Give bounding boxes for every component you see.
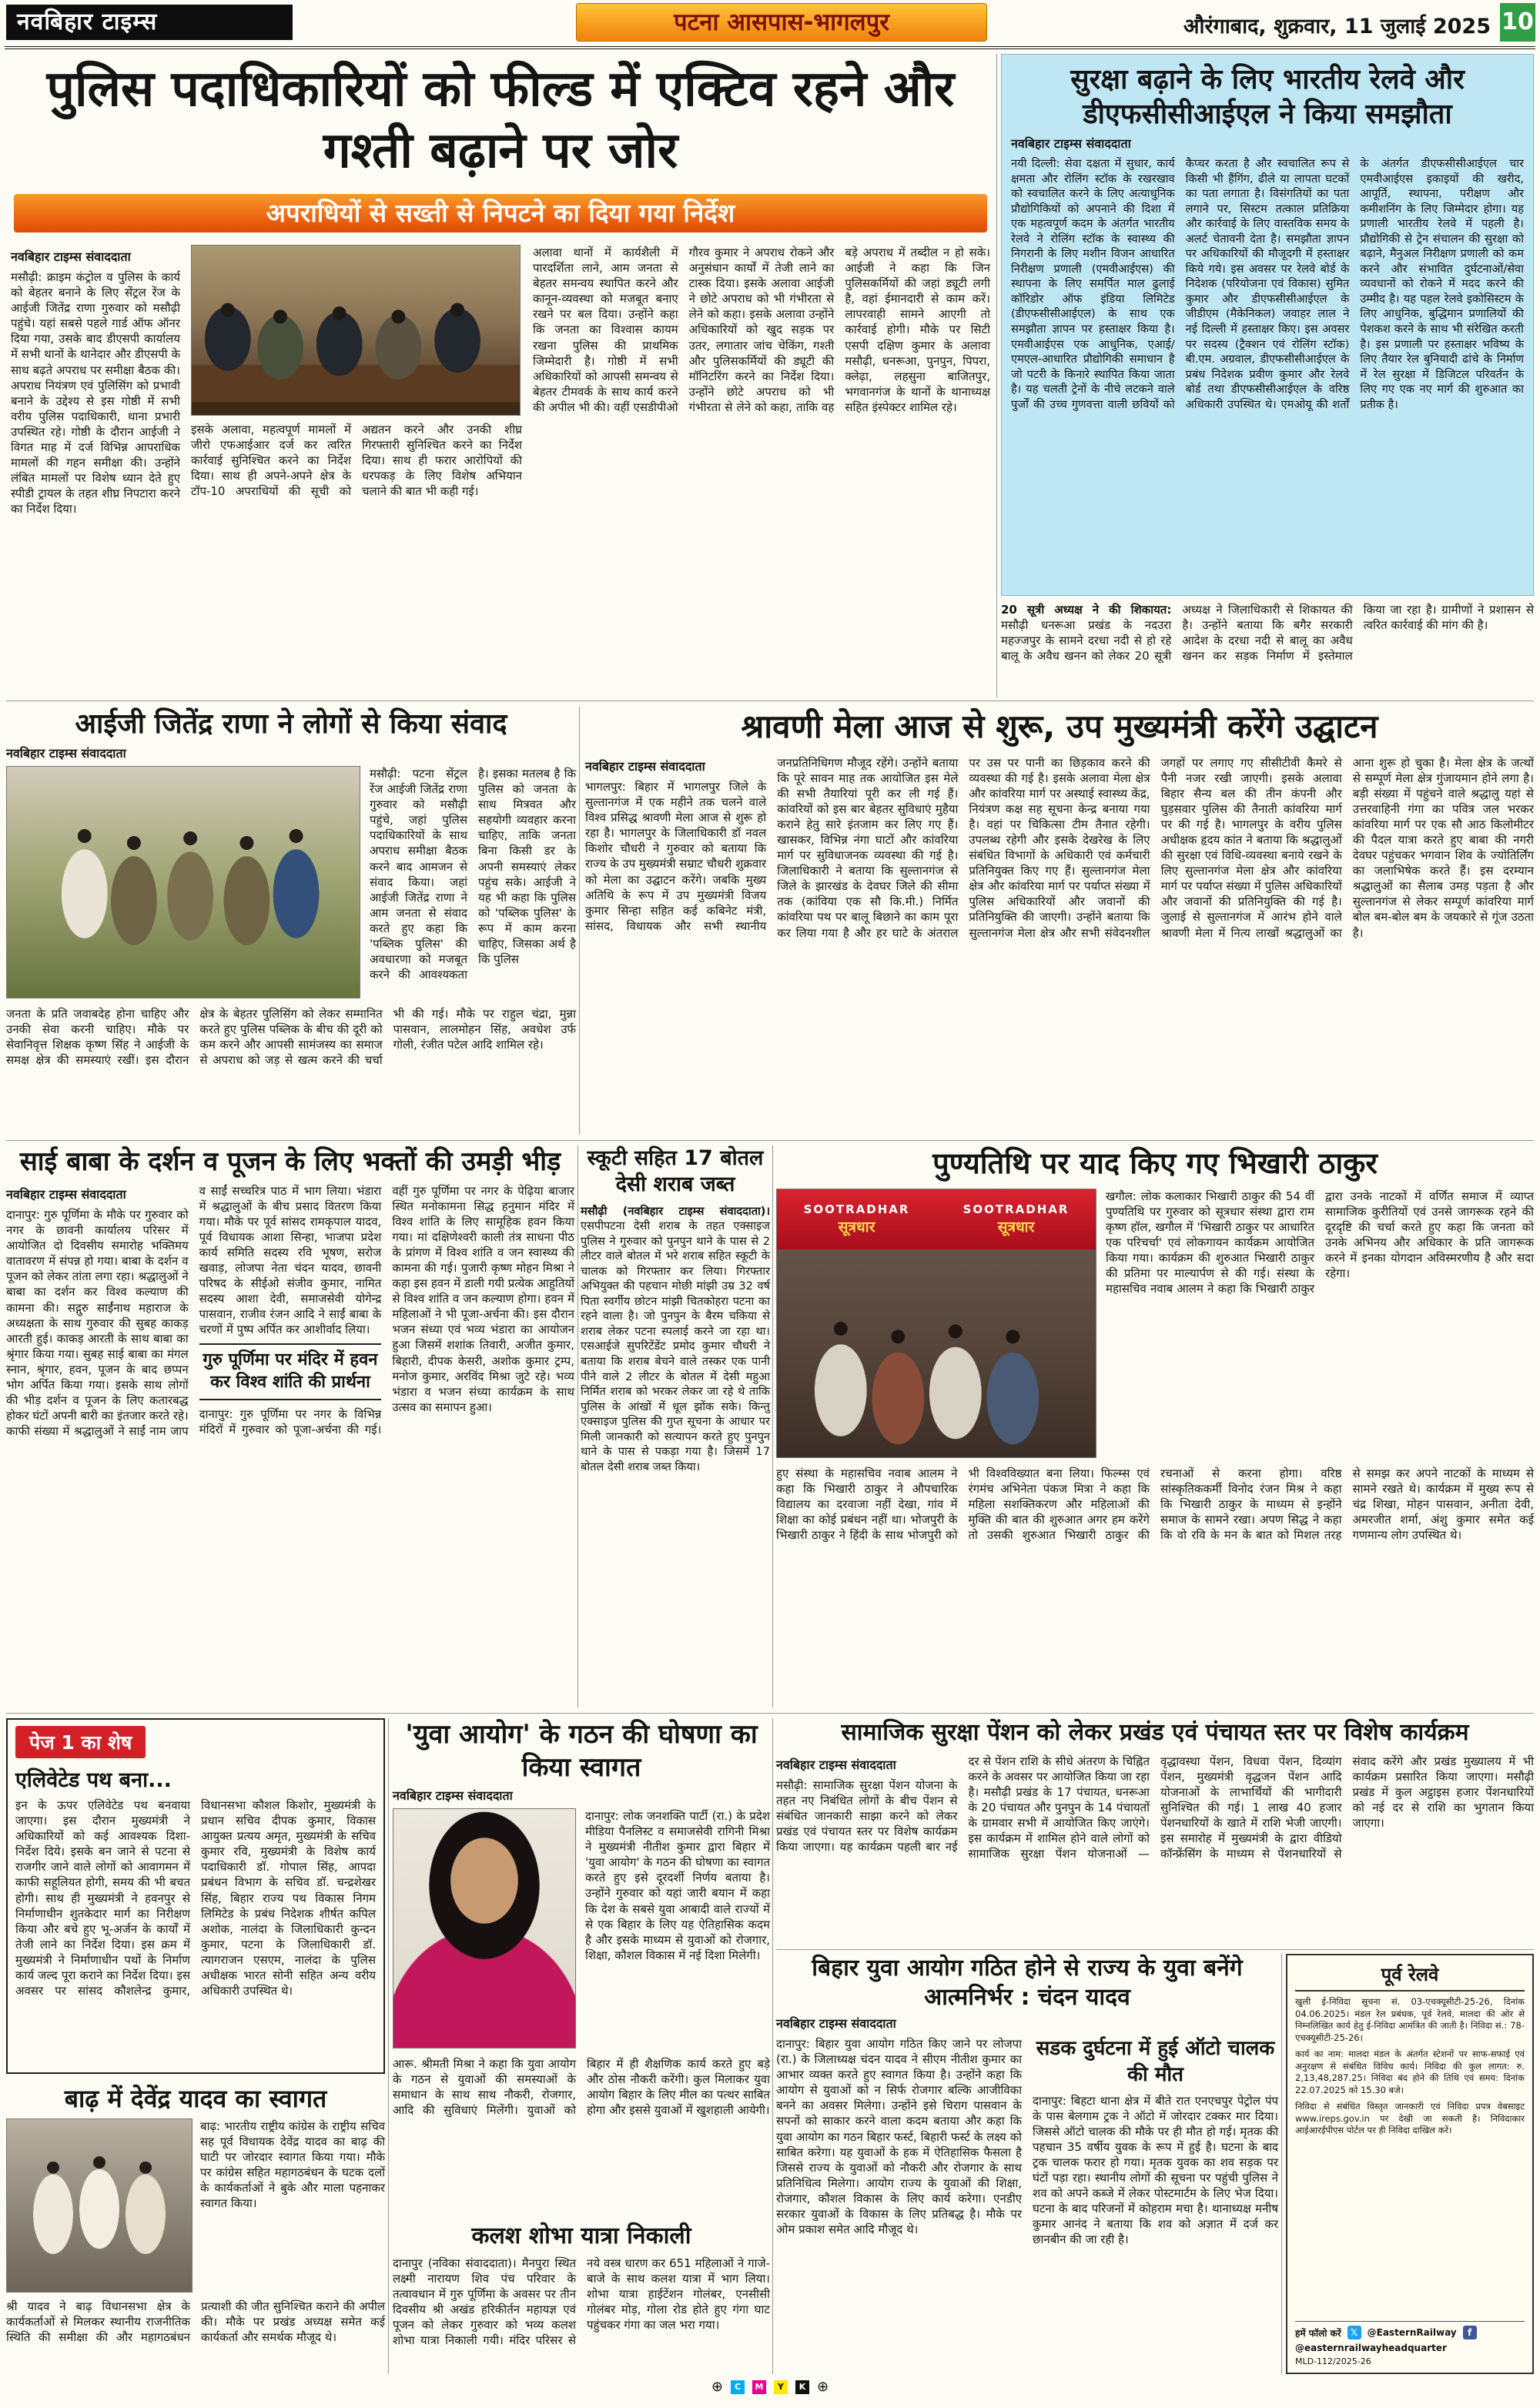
railway-tender-ad xyxy=(1286,1954,1534,2374)
bhikhari-event-photo xyxy=(776,1189,1096,1458)
rule xyxy=(6,1140,1534,1141)
sai-body: दानापुर: गुरु पूर्णिमा के मौके पर गुरुवार को नगर के छावनी कार्यालय परिसर में आयोजित दो दिवसीय समारोह भक्तिमय वातावरण में संपन्न हो गया। बाबा के दर्शन व पूजन को लेकर तांता लगा रहा। श्रद्धालुओं ने बाबा का दर्शन कर विश्व कल्याण की कामना की। सद्गुरु साईंनाथ महाराज के अध्यक्षता के साथ गुरुवार की सुबह काकड़ आरती हुई। काकड़ आरती के साथ बाबा का श्रृंगार किया गया। सुबह साई बाबा का मंगल स्नान, श्रृंगार, हवन, पूजन के बाद छप्पन भोग अर्पित किया गया। इसके साथ लोगों की भीड़ दर्शन व पूजन के लिए कतारबद्ध होकर घंटों अपनी बारी का इंतजार करते रहे। काफी संख्या में श्रद्धालुओं ने साईं नाम जाप व साईं सच्चरित्र पाठ में भाग लिया। भंडारा में श्रद्धालुओं के बीच प्रसाद वितरण किया गया। मौके पर पूर्व सांसद रामकृपाल यादव, पूर्व विधायक आशा सिन्हा, भाजपा प्रदेश कार्य समिति सदस्य रवि भूषण, सरोज खवाड़, लोजपा नेता चंदन यादव, छावनी परिषद के सीईओ संजीव कुमार, नामित सदस्य आशा देवी, समाजसेवी योगेन्द्र पासवान, राजीव रंजन आदि ने साईं बाबा के चरणों में पुष्प अर्पित कर आशीर्वाद लिया। xyxy=(6,1183,382,1439)
scooty-headline: स्कूटी सहित 17 बोतल देसी शराब जब्त xyxy=(587,1146,764,1196)
ad-body-2: कार्य का नाम: मालदा मंडल के अंतर्गत स्टेशनों पर साफ-सफाई एवं अनुरक्षण से संबंधित विविध कार्य। निविदा की कुल लागत: रु. 2,13,48,287.25। निविदा बंद होने की तिथि एवं समय: दिनांक 22.07.2025 को 15.30 बजे। xyxy=(1295,2048,1525,2095)
ad-body-3: निविदा से संबंधित विस्तृत जानकारी एवं निविदा प्रपत्र वेबसाइट www.ireps.gov.in पर देखी जा सकती है। निविदाकार आईआरईपीएस पोर्टल पर ही निविदा दाखिल करें। xyxy=(1295,2101,1525,2136)
bhikhari-body-below: हुए संस्था के महासचिव नवाब आलम ने कहा कि भिखारी ठाकुर ने औपचारिक विद्यालय का दरवाजा नहीं देखा, गांव में शिक्षा का कोई प्रबंधन नहीं था। भोजपुरी के भिखारी ठाकुर ने हिंदी के साथ भोजपुरी को भी विश्वविख्यात बना लिया। फिल्म्स एवं रंगमंच अभिनेता पंकज मित्रा ने कहा कि महिला सशक्तिकरण और महिलाओं की मुक्ति की बात की शुरुआत अगर हम करेंगे तो उसकी शुरुआत भिखारी ठाकुर की रचनाओं से करना होगा। वरिष्ठ सांस्कृतिककर्मी विनोद रंजन मिश्र ने कहा कि भिखारी ठाकुर के माध्यम से इन्होंने समाज के सामने रखा। अपण सिद्ध ने कहा कि वो रवि के मन के बात को मिशल तरह से समझ कर अपने नाटकों के माध्यम से सामने रखते थे। कार्यक्रम में मुख्य रूप से चंद्र शिखा, मोहन पासवान, अनीता देवी, अमरजीत शर्मा, अंशु कुमार समेत कई गणमान्य लोग उपस्थित थे। xyxy=(776,1466,1534,1542)
article-railway-mou xyxy=(1001,54,1534,596)
article-sai-baba xyxy=(6,1145,574,1707)
registration-mark: ⊕ xyxy=(711,2379,723,2395)
sai-body-flow xyxy=(6,1183,574,1668)
kalash-body: दानापुर (नविका संवाददाता)। मैनपुरा स्थित लक्ष्मी नारायण शिव पंच परिवार के तत्वावधान में गुरु पूर्णिमा के अवसर पर तीन दिवसीय श्री अखंड हरिकीर्तन महायज्ञ एवं पूजन को लेकर गुरुवार को भव्य कलश शोभा यात्रा निकाली गयी। मंदिर परिसर से नये वस्त्र धारण कर 651 महिलाओं ने गाजे-बाजे के साथ कलश यात्रा में भाग लिया। शोभा यात्रा हाईटेंशन गोलंबर, एनसीसी गोलंबर मोड़, गोला रोड होते हुए गंगा घाट पहुंचकर गंगा का जल भरा गया। xyxy=(393,2256,770,2347)
complaint-label: 20 सूत्री अध्यक्ष ने की शिकायत: xyxy=(1001,603,1172,617)
auto-headline: सडक दुर्घटना में हुई ऑटो चालक की मौत xyxy=(1036,2037,1275,2086)
lead-byline: नवबिहार टाइम्स संवाददाता xyxy=(11,249,131,264)
banner-text-hi-2: सूत्रधार xyxy=(997,1218,1035,1236)
bhikhari-headline: पुण्यतिथि पर याद किए गए भिखारी ठाकुर xyxy=(932,1146,1378,1180)
auto-body: दानापुर: बिहटा थाना क्षेत्र में बीते रात एनएचपुर पेट्रोल पंप के पास बेलगाम ट्रक ने ऑटो में जोरदार टक्कर मार दिया। जिससे ऑटो चालक की मौके पर ही मौत हो गई। मृतक की पहचान 35 वर्षीय युवक के रूप में हुई है। घटना के बाद ट्रक चालक फरार हो गया। मृतक युवक का शव सड़क पर घंटों पड़ा रहा। स्थानीय लोगों की सूचना पर पहुंची पुलिस ने शव को अपने कब्जे में लेकर पोस्टमार्टम के लिए भेज दिया। घटना के बाद परिजनों में कोहराम मचा है। थानाध्यक्ष मनीष कुमार आनंद ने बताया कि शव को अज्ञात में दर्ज कर छानबीन की जा रही है। xyxy=(1033,2093,1278,2247)
rule xyxy=(388,1718,389,2374)
twitter-icon: 𝕏 xyxy=(1348,2326,1361,2339)
sootradhar-banner xyxy=(777,1189,1096,1249)
sai-headline: साई बाबा के दर्शन व पूजन के लिए भक्तों की उमड़ी भीड़ xyxy=(19,1146,561,1177)
article-ig-samvad xyxy=(6,707,576,1135)
article-lead xyxy=(6,54,995,699)
lead-column-right xyxy=(533,245,990,605)
ad-handle-2: @easternrailwayheadquarter xyxy=(1295,2343,1447,2353)
article-bhikhari-thakur xyxy=(776,1145,1534,1707)
lead-column-1 xyxy=(11,245,180,605)
article-page1-continuation xyxy=(6,1718,385,2074)
rule xyxy=(772,1718,773,2374)
article-auto-accident xyxy=(1033,2036,1278,2248)
article-shravani-mela xyxy=(585,707,1534,1135)
cmyk-mark-magenta: M xyxy=(752,2380,766,2394)
article-yuva-aayog xyxy=(393,1718,770,2216)
page1-body: इन के ऊपर एलिवेटेड पथ बनवाया जाएगा। इस दौरान मुख्यमंत्री ने अधिकारियों को कई आवश्यक दिशा-निर्देश दिये। इसके बन जाने से पटना से राजगीर जाने वाले लोगों को आवागमन में काफी सहूलियत होगी, समय की भी बचत होगी। साथ ही मुख्यमंत्री ने हवनपुर से निर्माणाधीन शुतकेदार मार्ग का निरीक्षण किया और बचे हुए भू-अर्जन के कार्यों में तेजी लाने का निर्देश दिया। इस क्रम में मुख्यमंत्री ने निर्माणाधीन पथों के निर्माण कार्य जल्द पूरा कराने का निर्देश दिया। इस अवसर पर सांसद कौशलेन्द्र कुमार, विधानसभा कौशल किशोर, मुख्यमंत्री के प्रधान सचिव दीपक कुमार, विकास आयुक्त प्रत्यय अमृत, मुख्यमंत्री के सचिव कुमार रवि, मुख्यमंत्री के विशेष कार्य पदाधिकारी डॉ. गोपाल सिंह, आपदा प्रबंधन विभाग के सचिव डॉ. चन्द्रशेखर सिंह, बिहार राज्य पथ विकास निगम लिमिटेड के प्रबंध निदेशक शीर्षत कपिल अशोक, नालंदा के जिलाधिकारी कुन्दन कुमार, पटना के जिलाधिकारी डॉ. त्यागराजन एसएम, नालंदा के पुलिस अधीक्षक भारत सोनी सहित अन्य वरीय अधिकारी उपस्थित थे। xyxy=(15,1798,376,1998)
section-title: पटना आसपास-भागलपुर xyxy=(576,3,987,42)
pension-body-flow xyxy=(776,1754,1534,1937)
ad-title: पूर्व रेलवे xyxy=(1295,1962,1525,1992)
dateline: औरंगाबाद, शुक्रवार, 11 जुलाई 2025 xyxy=(1183,15,1491,38)
railway-body: नयी दिल्ली: सेवा दक्षता में सुधार, कार्य क्षमता और रोलिंग स्टॉक के रखरखाव को स्वचालित करने के लिए अत्याधुनिक प्रौद्योगिकियों को अपनाने की दिशा में एक महत्वपूर्ण कदम के अंतर्गत भारतीय रेलवे ने रोलिंग स्टॉक के स्वास्थ्य की निगरानी के लिए मशीन विजन आधारित निरीक्षण प्रणाली (एमवीआईएस) की स्थापना के लिए समर्पित माल ढुलाई कॉरिडोर ऑफ इंडिया लिमिटेड (डीएफसीसीआईएल) के साथ एक समझौता ज्ञापन पर हस्ताक्षर किया है। एमवीआईएस एक आधुनिक, एआई/एमएल-आधारित प्रौद्योगिकी समाधान है जो पटरी के किनारे स्थापित किया जाता है। यह चलती ट्रेनों के नीचे लटकने वाले पुर्जों की उच्च गुणवत्ता वाली छवियों को कैप्चर करता है और स्वचालित रूप से किसी भी हैंगिंग, ढीले या लापता घटकों का पता लगाता है। विसंगतियों का पता लगाने पर, सिस्टम तत्काल प्रतिक्रिया और कार्रवाई के लिए वास्तविक समय के अलर्ट चेतावनी देता है। समझौता ज्ञापन पर अधिकारियों की मौजूदगी में हस्ताक्षर किये गये। इस अवसर पर रेलवे बोर्ड के निदेशक (परियोजना एवं विकास) सुमित कुमार और डीएफसीसीआईएल के जीडीएम (मैकेनिकल) जवाहर लाल ने नई दिल्ली में हस्ताक्षर किए। इस अवसर पर सदस्य (ट्रैक्शन एवं रोलिंग स्टॉक) बी.एम. अग्रवाल, डीएफसीसीआईएल के प्रबंध निदेशक प्रवीण कुमार और रेलवे बोर्ड तथा डीएफसीसीआईएल के वरिष्ठ अधिकारी उपस्थित थे। एमओयू की शर्तों के अंतर्गत डीएफसीसीआईएल चार एमवीआईएस इकाइयों की खरीद, आपूर्ति, स्थापना, परीक्षण और कमीशनिंग के लिए जिम्मेदार होगा। यह प्रणाली भारतीय रेलवे में पहली है। प्रौद्योगिकी से ट्रेन संचालन की सुरक्षा को बढ़ाने, मैनुअल निरीक्षण प्रणाली को कम करने और संभावित दुर्घटनाओं/सेवा व्यवधानों को रोकने में मदद करने की उम्मीद है। यह पहल रेलवे इकोसिस्टम के लिए आधुनिक, बुद्धिमान प्रणालियों की पेशकश करने के साथ भी संरेखित करती है। इस प्रणाली पर हस्ताक्षर भविष्य के लिए तैयार रेल बुनियादी ढांचे के निर्माण में रेल सुरक्षा में डिजिटल परिवर्तन के लिए गए एक नए मार्ग की शुरुआत का प्रतीक है। xyxy=(1011,157,1524,411)
ig-body-side: मसौढ़ी: पटना सेंट्रल रेंज आईजी जितेंद्र राणा गुरुवार को मसौढ़ी पहुंचे, जहां पुलिस पदाधिकारियों के साथ अपराध समीक्षा बैठक करने बाद आमजन से संवाद किया। जहां आईजी जितेंद्र राणा ने आम जनता से संवाद करते हुए कहा कि 'पब्लिक पुलिस' की अवधारणा को मजबूत करने की आवश्यकता है। इसका मतलब है कि पुलिस को जनता के साथ मित्रवत और सहयोगी व्यवहार करना चाहिए, ताकि जनता बिना किसी डर के अपनी समस्याएं लेकर पहुंच सके। आईजी ने यह भी कहा कि पुलिस को 'पब्लिक पुलिस' के रूप में काम करना चाहिए, जिसका अर्थ है कि पुलिस xyxy=(370,767,576,982)
lead-column-mid xyxy=(191,245,522,605)
shravani-body: भागलपुर: बिहार में भागलपुर जिले के सुल्तानगंज में एक महीने तक चलने वाले विश्व प्रसिद्ध श्रावणी मेला आज से शुरू हो रहा है। भागलपुर के जिलाधिकारी डॉ नवल किशोर चौधरी ने गुरुवार को बताया कि राज्य के उप मुख्यमंत्री सम्राट चौधरी शुक्रवार को मेला का उद्घाटन करेंगे। जबकि मुख्य अतिथि के रूप में उप मुख्यमंत्री विजय कुमार सिन्हा सहित कई कबिनेट मंत्री, सांसद, विधायक और सभी स्थानीय जनप्रतिनिधिगण मौजूद रहेंगे। उन्होंने बताया कि पूरे सावन माह तक आयोजित इस मेले की सभी तैयारियां पूरी कर ली गई हैं। कांवरियों को इस बार बेहतर सुविधाएं मुहैया कराने हेतु सारे इंतजाम कर लिए गए हैं। खासकर, विभिन्न नंगा घाटों और कांवरिया मार्ग पर सुविधाजनक व्यवस्था की गई है। जिलाधिकारी ने बताया कि सुल्तानगंज से जिले के झारखंड के देवघर जिले की सीमा तक (कांविया एक सौ कि.मी.) निर्मित कांवरिया पथ पर बालू बिछाने का काम पूरा कर लिया गया है और हर घाटे के अंतराल पर उस पर पानी का छिड़काव करने की व्यवस्था की गई है। इसके अलावा मेला क्षेत्र और कांवरिया मार्ग पर अस्थाई स्वास्थ्य केंद्र, नियंत्रण कक्ष सह सूचना केन्द्र बनाया गया है। वहां पर चिकित्सा टीम तैनात रहेगी। उपलब्ध रहेगी और इसके देखरेख के लिए संबंधित विभागों के अधिकारी एवं कर्मचारी प्रतिनियुक्त किए गए हैं। सुल्तानगंज मेला क्षेत्र और कांवरिया मार्ग पर पर्याप्त संख्या में पुलिस अधिकारियों और जवानों की प्रतिनियुक्ति की जाएगी। उन्होंने बताया कि सुल्तानगंज मेला क्षेत्र और सभी संवेदनशील जगहों पर लगाए गए सीसीटीवी कैमरे से पैनी नजर रखी जाएगी। इसके अलावा बिहार सैन्य बल की तीन कंपनी और घुड़सवार पुलिस की तैनाती कांवरिया मार्ग पर की गई है। भागलपुर के वरीय पुलिस अधीक्षक हृदय कांत ने बताया कि श्रद्धालुओं की सुरक्षा एवं विधि-व्यवस्था बनाये रखने के लिए सुल्तानगंज मेला क्षेत्र और कांवरिया मार्ग पर पर्याप्त संख्या में पुलिस अधिकारियों और जवानों की प्रतिनियुक्ति की गई है। जुलाई से सुल्तानगंज में आरंभ होने वाले श्रावणी मेला में नित्य लाखों श्रद्धालुओं का आना शुरू हो चुका है। मेला क्षेत्र के जत्थों से सम्पूर्ण मेला क्षेत्र गुंजायमान होने लगा है। बड़ी संख्या में पहुंचने वाले श्रद्धालु यहां से उत्तरवाहिनी गंगा का पवित्र जल भरकर कांवरिया मार्ग पर एक सौ आठ किलोमीटर की पैदल यात्रा करते हुए बाबा की नगरी देवघर पहुंचकर भगवान शिव के ज्योतिर्लिंग का जलाभिषेक करते हैं। इस दरम्यान श्रद्धालुओं का सैलाब उमड़ पड़ता है और सुल्तानगंज से लेकर सम्पूर्ण कांवरिया मार्ग बोल बम-बोल बम के जयकारे से गूंज उठता है। xyxy=(585,755,1534,940)
registration-mark: ⊕ xyxy=(817,2379,829,2395)
devendra-welcome-photo xyxy=(6,2119,192,2293)
railway-headline: सुरक्षा बढ़ाने के लिए भारतीय रेलवे और डीएफसीसीआईएल ने किया समझौता xyxy=(1070,64,1465,130)
shravani-body-flow xyxy=(585,755,1534,1125)
lead-body-c: अलावा थानों में कार्यशैली में पारदर्शिता लाने, आम जनता से बेहतर समन्वय स्थापित करने और कानून-व्यवस्था को मजबूत बनाए रखने पर बल दिया। उन्होंने कहा कि जनता का विश्वास कायम रखना पुलिस की प्राथमिक जिम्मेदारी है। गोष्ठी में सभी अधिकारियों को आपसी समन्वय से बेहतर टीमवर्क के साथ कार्य करने की अपील भी की। वहीं एसडीपीओ गौरव कुमार ने अपराध रोकने और अनुसंधान कार्यों में तेजी लाने का टास्क दिया। इसके अलावा आईजी ने छोटे अपराध को भी गंभीरता से लेने को कहा। इसके अलावा उन्होंने अधिकारियों को खुद सड़क पर उतर, लगातार जांच चेकिंग, गश्ती और पुलिसकर्मियों की ड्यूटी की मॉनिटरिंग करने का निर्देश दिया। उन्होंने छोटे अपराध को भी गंभीरता से लेने को कहा, ताकि वह बड़े अपराध में तब्दील न हो सके। आईजी ने कहा कि जिन पुलिसकर्मियों की जहां ड्यूटी लगी है, वहां ईमानदारी से काम करें। लापरवाही सामने आएगी तो कार्रवाई होगी। मौके पर सिटी एसपी दक्षिण कुमार के अलावा मसौढ़ी, धनरूआ, पुनपुन, पिपरा, क्लेढ़ा, लहसुना बाजितपुर, भगवानगंज के थानों के थानाध्यक्ष सहित इंस्पेक्टर शामिल रहे। xyxy=(533,246,990,414)
yuva-row xyxy=(393,1808,770,2048)
ig-body-below: जनता के प्रति जवाबदेह होना चाहिए और उनकी सेवा करनी चाहिए। मौके पर सेवानिवृत्त शिक्षक कृष्ण सिंह ने आईजी के समक्ष क्षेत्र की समस्याएं रखीं। इस दौरान क्षेत्र के बेहतर पुलिसिंग को लेकर सम्मानित करते हुए पुलिस पब्लिक के बीच की दूरी को कम करने और आपसी सामंजस्य का समाज से अपराध को जड़ से खत्म करने की चर्चा भी की गई। मौके पर राहुल चंद्रा, मुन्ना पासवान, लालमोहन सिंह, अवधेश उर्फ गोली, रंजीत पटेल आदि शामिल रहे। xyxy=(6,1007,576,1068)
follow-label: हमें फॉलो करें xyxy=(1295,2327,1341,2339)
banner-text-en: SOOTRADHAR xyxy=(803,1202,910,1216)
sai-byline: नवबिहार टाइम्स संवाददाता xyxy=(6,1186,126,1202)
rule xyxy=(579,707,580,1135)
shravani-byline: नवबिहार टाइम्स संवाददाता xyxy=(585,758,705,774)
devendra-body-below: श्री यादव ने बाढ़ विधानसभा क्षेत्र के कार्यकर्ताओं से मिलकर स्थानीय राजनीतिक स्थिति की समीक्षा की और महागठबंधन प्रत्याशी की जीत सुनिश्चित कराने की अपील की। मौके पर प्रखंड अध्यक्ष समेत कई कार्यकर्ता और समर्थक मौजूद थे। xyxy=(6,2299,385,2345)
banner-left xyxy=(804,1202,910,1236)
chandan-body: दानापुर: बिहार युवा आयोग गठित किए जाने पर लोजपा (रा.) के जिलाध्यक्ष चंदन यादव ने सीएम नीतीश कुमार का आभार व्यक्त करते हुए स्वागत किया है। उन्होंने कहा कि आयोग से युवाओं को न सिर्फ रोजगार बल्कि आजीविका बनने का अवसर मिलेगा। उन्होंने इसे चिराग पासवान के सपनों को साकार करने वाला कदम बताया और कहा कि युवा आयोग का गठन बिहार फर्स्ट, बिहारी फर्स्ट के लक्ष्य को साबित करेगा। यह युवाओं के हक में ऐतिहासिक फैसला है जिससे राज्य के युवाओं को नौकरी और रोजगार के साथ प्रतिनिधित्व मिलेगा। आयोग राज्य के युवाओं की शिक्षा, रोजगार, कौशल विकास के लिए कार्य करेगा। एनडीए सरकार युवाओं के विकास के लिए प्रतिबद्ध है। मौके पर ओम प्रकाश समेत आदि मौजूद थे। xyxy=(776,2037,1022,2237)
cmyk-mark-black: K xyxy=(795,2380,809,2394)
bhikhari-body-side: खगौल: लोक कलाकार भिखारी ठाकुर की 54 वीं पुण्यतिथि पर गुरुवार को सूत्रधार संस्था द्वारा राम कृष्ण हॉल, खगौल में 'भिखारी ठाकुर पर आधारित एक परिचर्चा' एवं लोकगायन कार्यक्रम आयोजित किया गया। कार्यक्रम की शुरुआत भिखारी ठाकुर की प्रतिमा पर माल्यार्पण से की गई। संस्था के महासचिव नवाब आलम ने कहा कि भिखारी ठाकुर द्वारा उनके नाटकों में वर्णित समाज में व्याप्त सामाजिक कुरीतियों एवं उनसे जागरूक रहने की दूरदृष्टि की चर्चा करते हुए कहा कि जनता को उनके अभिनय और अधिकार के प्रति जागरूक करने में इनका योगदान अविस्मरणीय है और सदा रहेगा। xyxy=(1106,1189,1534,1296)
railway-byline: नवबिहार टाइम्स संवाददाता xyxy=(1011,136,1131,151)
lead-headline: पुलिस पदाधिकारियों को फील्ड में एक्टिव रहने और गश्ती बढ़ाने पर जोर xyxy=(46,61,955,179)
yuva-body-below: आरू. श्रीमती मिश्रा ने कहा कि युवा आयोग के गठन से युवाओं की समस्याओं के समाधान के साथ साथ नौकरी, रोजगार, आदि की सुविधाएं मिलेंगी। युवाओं को बिहार में ही शैक्षणिक कार्य करते हुए बड़े और ठोस नौकरी करेंगी। कुल मिलाकर युवा आयोग बिहार के लिए मील का पत्थर साबित होगा और इससे युवाओं में खुशहाली आयेगी। xyxy=(393,2057,770,2118)
ad-follow-row xyxy=(1295,2321,1525,2353)
article-kalash-yatra xyxy=(393,2222,770,2374)
rule xyxy=(996,54,997,697)
shravani-headline: श्रावणी मेला आज से शुरू, उप मुख्यमंत्री करेंगे उद्घाटन xyxy=(741,707,1378,745)
lead-body-a: मसौढ़ी: क्राइम कंट्रोल व पुलिस के कार्य को बेहतर बनाने के लिए सेंट्रल रेंज के आईजी जितेंद्र राणा गुरुवार को मसौढ़ी पहुंचे। यहां सबसे पहले गार्ड ऑफ ऑनर दिया गया, उसके बाद डीएसपी कार्यालय में सभी थानों के थानेदार और डीएसपी के साथ बढ़ते अपराध पर समीक्षा बैठक की। अपराध नियंत्रण एवं पुलिसिंग को प्रभावी बनाने के उद्देश्य से इस गोष्ठी में सभी वरीय पुलिस पदाधिकारी, थाना प्रभारी उपस्थित रहे। गोष्ठी के दौरान आईजी ने विगत माह में दर्ज विभिन्न आपराधिक मामलों की गहन समीक्षा की। उन्होंने लंबित मामलों पर विशेष ध्यान देते हुए स्पीडी ट्रायल के तहत शीघ्र निपटारा करने का निर्देश दिया। xyxy=(11,270,180,517)
facebook-icon: f xyxy=(1463,2326,1477,2339)
chandan-grid xyxy=(776,2036,1278,2248)
page1-subhead: एलिवेटेड पथ बना... xyxy=(15,1768,172,1792)
rule xyxy=(772,1145,773,1707)
devendra-headline: बाढ़ में देवेंद्र यादव का स्वागत xyxy=(64,2084,327,2113)
rule xyxy=(1281,1954,1282,2374)
complaint-body: मसौढ़ी धनरूआ प्रखंड के नदउरा महज्जपुर के सामने दरधा नदी से हो रहे बालू के अवैध खनन को लेकर 20 सूत्री अध्यक्ष ने जिलाधिकारी से शिकायत की है। उन्होंने बताया कि बगैर सरकारी आदेश के दरधा नदी से बालू का अवैध खनन कर सड़क निर्माण में इस्तेमाल किया जा रहा है। ग्रामीणों ने प्रशासन से त्वरित कार्रवाई की मांग की है। xyxy=(1001,603,1534,664)
pension-body: मसौढ़ी: सामाजिक सुरक्षा पेंशन योजना के तहत नए निबंधित लोगों के बीच पेंशन से संबंधित जानकारी साझा करने को लेकर प्रखंड एवं पंचायत स्तर पर विशेष कार्यक्रम किया जाएगा। यह कार्यक्रम पहली बार नई दर से पेंशन राशि के सीधे अंतरण के चिह्नित करने के अवसर पर आयोजित किया जा रहा है। मसौढ़ी प्रखंड के 17 पंचायत, धनरूआ के 20 पंचायत और पुनपुन के 14 पंचायतों के ग्रामवार सभी में आयोजित किए जाएंगे। इस कार्यक्रम में शामिल होने वाले लोगों को सामाजिक सुरक्षा पेंशन योजनाओं — वृद्धावस्था पेंशन, विधवा पेंशन, दिव्यांग पेंशन, मुख्यमंत्री वृद्धजन पेंशन आदि योजनाओं के लाभार्थियों की भागीदारी सुनिश्चित की गई। 1 लाख 40 हजार पेंशनधारियों के खाते में राशि भेजी जाएगी। इस समारोह में मुख्यमंत्री के द्वारा वीडियो कॉन्फ्रेंसिंग के माध्यम से पेंशनधारियों से संवाद करेंगे और प्रखंड मुख्यालय में भी कार्यक्रम प्रसारित किया जाएगा। मसौढ़ी प्रखंड में कुल अट्ठाइस हजार पेंशनधारियों को नई दर से राशि का भुगतान किया जाएगा। xyxy=(776,1754,1534,1861)
page-number: 10 xyxy=(1500,3,1535,42)
article-chandan-yadav xyxy=(776,1954,1278,2374)
article-complaint xyxy=(1001,602,1534,696)
bhikhari-row xyxy=(776,1189,1534,1458)
chandan-byline: नवबिहार टाइम्स संवाददाता xyxy=(776,2016,896,2031)
lead-body-b: इसके अलावा, महत्वपूर्ण मामलों में जीरो एफआईआर दर्ज कर त्वरित कार्रवाई सुनिश्चित करने का निर्देश दिया। साथ ही अपने-अपने क्षेत्र के टॉप-10 अपराधियों की सूची को अद्यतन करने और उनकी शीघ्र गिरफ्तारी सुनिश्चित करने का निर्देश दिया। साथ ही फरार आरोपियों की धरपकड़ के लिए विशेष अभियान चलाने की बात भी कही गई। xyxy=(191,423,522,499)
devendra-row xyxy=(6,2119,385,2293)
header-rule xyxy=(5,46,1535,49)
article-scooty-liquor xyxy=(581,1145,770,1707)
article-pension xyxy=(776,1718,1534,1946)
ad-handle-1: @EasternRailway xyxy=(1367,2327,1457,2338)
lead-content xyxy=(6,237,995,605)
ig-byline: नवबिहार टाइम्स संवाददाता xyxy=(6,746,126,761)
scooty-lead-in: मसौढ़ी (नवबिहार टाइम्स संवाददाता)। xyxy=(581,1204,770,1218)
ad-body-1: खुली ई-निविदा सूचना सं. 03-एचक्यूसीटी-25-26, दिनांक 04.06.2025। मंडल रेल प्रबंधक, पूर्व रेलवे, मालदा की ओर से निम्नलिखित कार्य हेतु ई-निविदा आमंत्रित की जाती है। निविदा सं.: 78-एचक्यूसीटी-25-26। xyxy=(1295,1996,1525,2043)
yuva-headline: 'युवा आयोग' के गठन की घोषणा का किया स्वागत xyxy=(405,1719,758,1783)
lead-story-photo xyxy=(191,245,521,416)
ig-headline: आईजी जितेंद्र राणा ने लोगों से किया संवाद xyxy=(75,708,507,740)
yuva-body-side: दानापुर: लोक जनशक्ति पार्टी (रा.) के प्रदेश मीडिया पैनलिस्ट व समाजसेवी रागिनी मिश्रा ने मुख्यमंत्री नीतीश कुमार द्वारा बिहार में 'युवा आयोग' के गठन की घोषणा का स्वागत करते हुए इसे दूरदर्शी निर्णय बताया है। उन्होंने गुरुवार को यहां जारी बयान में कहा कि देश के सबसे युवा आबादी वाले राज्यों में से एक बिहार के लिए यह ऐतिहासिक कदम है और इसके माध्यम से युवाओं को रोजगार, शिक्षा, कौशल विकास में नई दिशा मिलेगी। xyxy=(585,1809,770,1962)
pension-byline: नवबिहार टाइम्स संवाददाता xyxy=(776,1757,896,1772)
masthead: नवबिहार टाइम्स xyxy=(6,5,293,40)
devendra-body-side: बाढ़: भारतीय राष्ट्रीय कांग्रेस के राष्ट्रीय सचिव सह पूर्व विधायक देवेंद्र यादव का बाढ़ की घाटी पर जोरदार स्वागत किया गया। मौके पर कांग्रेस सहित महागठबंधन के घटक दलों के कार्यकर्ताओं ने बुके और माला पहनाकर स्वागत किया। xyxy=(200,2119,385,2211)
cmyk-mark-yellow: Y xyxy=(774,2380,788,2394)
page1-tab: पेज 1 का शेष xyxy=(15,1726,146,1758)
banner-right xyxy=(963,1202,1070,1236)
print-marks xyxy=(0,2380,1540,2394)
ad-reference-number: MLD-112/2025-26 xyxy=(1295,2356,1371,2366)
kalash-headline: कलश शोभा यात्रा निकाली xyxy=(471,2222,691,2249)
sai-inner-subhead: गुरु पूर्णिमा पर मंदिर में हवन कर विश्व शांति की प्रार्थना xyxy=(199,1343,382,1400)
lead-subhead: अपराधियों से सख्ती से निपटने का दिया गया निर्देश xyxy=(14,194,987,232)
article-devendra-yadav xyxy=(6,2083,385,2374)
banner-text-hi: सूत्रधार xyxy=(838,1218,875,1236)
chandan-headline: बिहार युवा आयोग गठित होने से राज्य के युवा बनेंगे आत्मनिर्भर : चंदन यादव xyxy=(812,1955,1243,2011)
scooty-body: एसपीपटना देसी शराब के तहत एक्साइज पुलिस ने गुरुवार को पुनपुन थाने के पास से 2 लीटर वाले बोतल में भरे शराब सहित स्कूटी के चालक को गिरफ्तार कर लिया। गिरफ्तार अभियुक्त की पहचान मोछी मांझी उम्र 32 वर्ष पिता स्वर्गीय छोटन मांझी चितकोहरा पटना का रहने वाला है। जो पुनपुन के बैरम चकिया से शराब लेकर पटना स्पलाई करने जा रहा था। एसआईजे सुपरिटेंडेंट प्रमोद कुमार चौधरी ने बताया कि शराब बेचने वाले तस्कर एक पानी पीने वाले 2 लीटर के बोतल में देसी महुआ निर्मित शराब को भरकर लेकर जा रहे थे ताकि पुलिस के आंखों में धूल झोंक सके। किन्तु एक्साइज पुलिस की गुप्त सूचना के आधार पर मिली जानकारी को सत्यापन करते हुए पुनपुन थाने के पास से पकड़ा गया है। जिसमें 17 बोतल देसी शराब जब्त किया। xyxy=(581,1219,770,1473)
yuva-byline: नवबिहार टाइम्स संवाददाता xyxy=(393,1788,513,1803)
sai-body-2: दानापुर: गुरु पूर्णिमा पर नगर के विभिन्न मंदिरों में गुरुवार को पूजा-अर्चना की गई। वहीं गुरु पूर्णिमा पर नगर के पेढ़िया बाजार स्थित मनोकामना सिद्ध हनुमान मंदिर में विश्व शांति के लिए सामूहिक हवन किया गया। मां दक्षिणेश्वरी काली तंत्र साधना पीठ के प्रांगण में विश्व शांति व जन स्वास्थ्य की कामना की गई। पुजारी कृष्ण मोहन मिश्रा ने कहा इस हवन में डाली गयी प्रत्येक आहुतियों से विश्व शांति व जन कल्याण होगा। हवन में महिलाओं ने भी पूजा-अर्चना की। इस दौरान भजन संध्या एवं भव्य भंडारा का आयोजन हुआ जिसमें शशांक तिवारी, अजीत कुमार, बिहारी, दीपक केसरी, अशोक कुमार ट्रम्प, मनोज कुमार, अरविंद मिश्रा जुटे रहे। भव्य भंडारा व भजन संध्या कार्यक्रम के साथ उत्सव का समापन हुआ। xyxy=(199,1183,574,1436)
ragini-mishra-photo xyxy=(393,1808,576,2048)
pension-headline: सामाजिक सुरक्षा पेंशन को लेकर प्रखंड एवं पंचायत स्तर पर विशेष कार्यक्रम xyxy=(841,1719,1469,1746)
ig-row xyxy=(6,766,576,998)
rule xyxy=(776,1949,1534,1950)
scooty-body-wrap xyxy=(581,1204,770,1475)
rule xyxy=(6,1713,1534,1714)
banner-text-en-2: SOOTRADHAR xyxy=(962,1202,1070,1216)
ig-samvad-photo xyxy=(6,766,360,998)
cmyk-mark-cyan: C xyxy=(731,2380,745,2394)
